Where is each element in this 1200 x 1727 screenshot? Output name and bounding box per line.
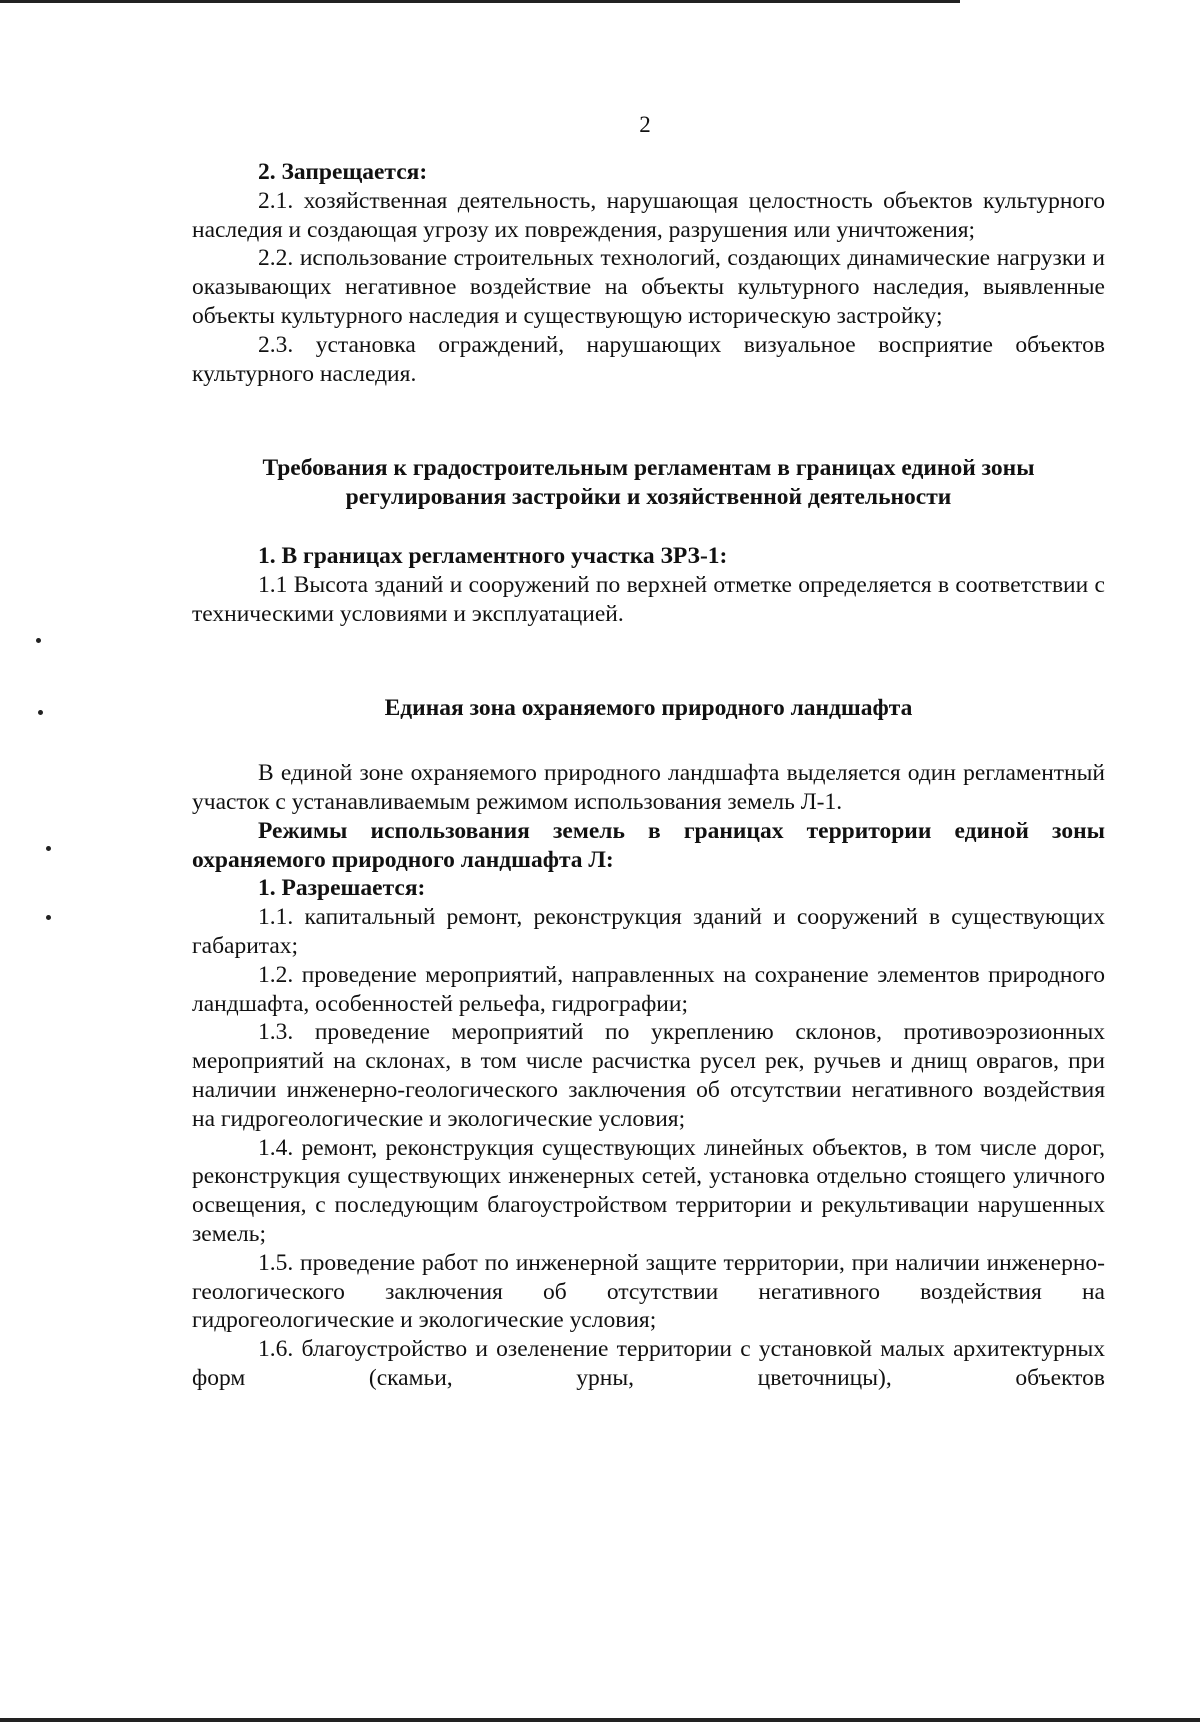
allowed-item: 1.1. капитальный ремонт, реконструкция зданий и сооружений в существующих габаритах;	[192, 904, 1105, 959]
allowed-item: 1.6. благоустройство и озеленение территории с установкой малых архитектурных форм (скамьи, урны, цветочницы), объектов	[192, 1336, 1105, 1391]
scan-dot	[38, 710, 43, 715]
document-body	[192, 158, 1105, 1393]
prohibited-item: 2.3. установка ограждений, нарушающих визуальное восприятие объектов культурного наследия.	[192, 331, 1105, 387]
prohibited-item: 2.2. использование строительных технологий, создающих динамические нагрузки и оказывающих негативное воздействие на объекты культурного наследия, выявленные объекты культурного наследия и существующую историческую застройку;	[192, 245, 1105, 329]
prohibited-item: 2.1. хозяйственная деятельность, нарушающая целостность объектов культурного наследия и создающая угрозу их повреждения, разрушения или уничтожения;	[192, 187, 1105, 243]
page-number: 2	[639, 112, 651, 137]
allowed-item: 1.5. проведение работ по инженерной защите территории, при наличии инженерно-геологического заключения об отсутствии негативного воздействия на гидрогеологические и экологические условия;	[192, 1249, 1105, 1334]
zrz-item: 1.1 Высота зданий и сооружений по верхней отметке определяется в соответствии с техническими условиями и эксплуатацией.	[192, 571, 1105, 627]
scan-dot	[46, 915, 51, 920]
scan-bottom-rule	[0, 1718, 1200, 1722]
scan-top-rule	[0, 0, 960, 3]
regime-heading: Режимы использования земель в границах территории единой зоны охраняемого природного ландшафта Л:	[192, 817, 1105, 873]
zrz-subheading: 1. В границах регламентного участка ЗРЗ-1:	[258, 542, 728, 569]
landscape-intro: В единой зоне охраняемого природного ландшафта выделяется один регламентный участок с устанавливаемым режимом использования земель Л-1.	[192, 760, 1105, 815]
section-title-line: Требования к градостроительным регламентам в границах единой зоны	[262, 455, 1035, 482]
allowed-item: 1.3. проведение мероприятий по укреплению склонов, противоэрозионных мероприятий на склонах, в том числе расчистка русел рек, ручьев и днищ оврагов, при наличии инженерно-геологического заключения об отсутствии негативного воздействия на гидрогеологические и экологические условия;	[192, 1019, 1105, 1132]
allowed-item: 1.4. ремонт, реконструкция существующих линейных объектов, в том числе дорог, реконструкция существующих инженерных сетей, установка отдельно стоящего уличного освещения, с последующим благоустройством территории и рекультивации нарушенных земель;	[192, 1134, 1105, 1247]
scan-dot	[46, 846, 51, 851]
section-title-line: регулирования застройки и хозяйственной деятельности	[345, 484, 952, 511]
section-title-regulations	[192, 454, 1105, 512]
section-title-landscape: Единая зона охраняемого природного ландшафта	[384, 695, 913, 722]
prohibited-heading: 2. Запрещается:	[258, 159, 428, 185]
allowed-item: 1.2. проведение мероприятий, направленных на сохранение элементов природного ландшафта, особенностей рельефа, гидрографии;	[192, 961, 1105, 1017]
allowed-heading: 1. Разрешается:	[258, 875, 426, 902]
scan-dot	[36, 638, 41, 643]
